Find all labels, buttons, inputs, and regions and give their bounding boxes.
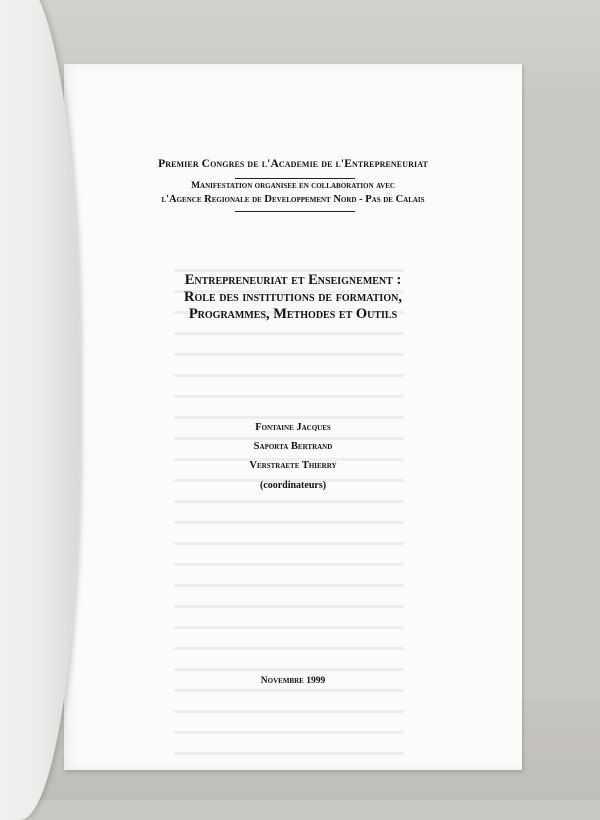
organized-line: Manifestation organisee en collaboration avec bbox=[191, 181, 395, 191]
publication-date: Novembre 1999 bbox=[260, 676, 326, 686]
author-1: Fontaine Jacques bbox=[255, 422, 331, 433]
title-line-1: Entrepreneuriat et Enseignement : bbox=[184, 272, 402, 288]
author-2: Saporta Bertrand bbox=[253, 441, 333, 452]
page-content bbox=[64, 64, 522, 770]
divider-top bbox=[235, 178, 355, 179]
agency-line: l'Agence Regionale de Developpement Nord - Pas de Calais bbox=[161, 194, 425, 205]
congress-heading: Premier Congres de l'Academie de l'Entrepreneuriat bbox=[158, 158, 428, 170]
divider-bottom bbox=[235, 211, 355, 212]
book-title bbox=[64, 272, 522, 323]
title-line-2: Role des institutions de formation, bbox=[184, 289, 402, 305]
coordinators-label: (coordinateurs) bbox=[259, 480, 327, 491]
author-3: Verstraete Thierry bbox=[249, 460, 337, 471]
title-line-3: Programmes, Methodes et Outils bbox=[188, 306, 398, 322]
